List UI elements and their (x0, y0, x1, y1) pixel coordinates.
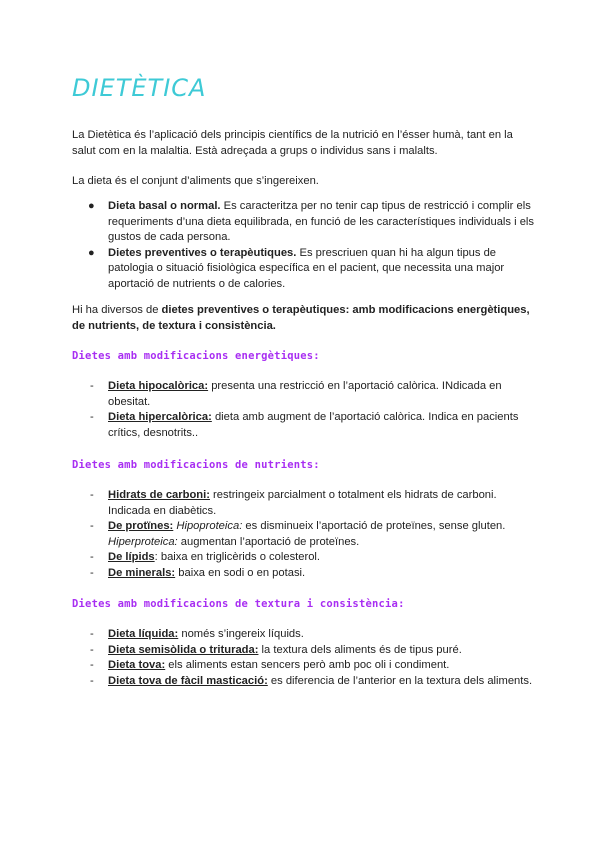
diet-subtype: Hipoproteica: (176, 520, 243, 532)
diet-term: Dieta semisòlida o triturada: (108, 643, 259, 656)
list-item (72, 488, 534, 519)
diet-description: augmentan l’aportació de proteïnes. (177, 535, 360, 548)
dash-marker: - (90, 411, 94, 423)
dash-marker: - (90, 566, 94, 579)
diet-subtype: Hiperproteica: (108, 535, 178, 548)
diet-term: Dieta líquida: (108, 628, 179, 640)
diet-description: baixa en sodi o en potasi. (175, 566, 306, 579)
list-item (72, 674, 534, 690)
diet-description: els aliments estan sencers però amb poc oli i condiment. (165, 659, 450, 671)
diet-description: : baixa en triglicèrids o colesterol. (154, 551, 321, 563)
diet-type-text: Es prescriuen quan hi ha algun tipus de patologia o situació fisiològica específica en el pacient, que necessita una major aportació de nutrients o de calories. (108, 246, 505, 290)
definition-paragraph: La dieta és el conjunt d’aliments que s’ingereixen. (72, 175, 319, 187)
list-item (72, 519, 534, 550)
diet-term: Dieta hipercalòrica: (108, 411, 212, 423)
diet-type-term: Dietes preventives o terapèutiques. (108, 246, 297, 259)
energy-diets-list (72, 379, 534, 441)
dash-marker: - (90, 643, 94, 656)
texture-diets-list (72, 627, 534, 689)
diet-term: Dieta hipocalòrica: (108, 380, 209, 392)
diet-term: Dieta tova de fàcil masticació: (108, 674, 268, 687)
diet-type-term: Dieta basal o normal. (108, 200, 221, 212)
diet-types-list (72, 199, 534, 292)
diet-term: De lípids (108, 551, 155, 563)
list-item (72, 658, 534, 674)
dash-marker: - (90, 520, 94, 532)
summary-paragraph (72, 303, 534, 334)
diet-term: Hidrats de carboni: (108, 489, 210, 501)
diet-description: restringeix parcialment o totalment els hidrats de carboni. Indicada en diabètics. (108, 489, 497, 517)
list-item (72, 199, 534, 246)
list-item (72, 410, 534, 441)
diet-term: De minerals: (108, 566, 176, 579)
diet-description: la textura dels aliments és de tipus puré. (258, 643, 462, 656)
list-item (72, 379, 534, 410)
nutrient-diets-list (72, 488, 534, 581)
intro-paragraph: La Dietètica és l’aplicació dels principis científics de la nutrició en l’ésser humà, tant en la salut com en la malaltia. Està adreçada a grups o individus sans i malalts. (72, 129, 513, 157)
diet-type-text: Es caracteritza per no tenir cap tipus de restricció i complir els requeriments d’una dieta equilibrada, en funció de les característiques individuals i els gustos de cada persona. (108, 200, 534, 243)
dash-marker: - (90, 659, 94, 671)
dash-marker: - (90, 628, 94, 640)
section-heading-texture: Dietes amb modificacions de textura i consistència: (72, 598, 405, 610)
summary-bold: dietes preventives o terapèutiques: amb modificacions energètiques, de nutrients, de textura i consistència. (72, 304, 530, 332)
diet-description: només s’ingereix líquids. (178, 628, 304, 640)
diet-description: presenta una restricció en l’aportació calòrica. INdicada en obesitat. (108, 380, 502, 408)
summary-lead: Hi ha diversos de (72, 304, 162, 316)
dash-marker: - (90, 489, 94, 501)
page-title: DIETÈTICA (72, 74, 207, 102)
list-item (72, 627, 534, 643)
diet-description: es diferencia de l’anterior en la textura dels aliments. (267, 674, 533, 687)
dash-marker: - (90, 380, 94, 392)
diet-term: De protïnes: (108, 520, 174, 532)
diet-description: dieta amb augment de l’aportació calòrica. Indica en pacients crítics, desnotrits.. (108, 411, 519, 439)
bullet-icon: ● (88, 200, 95, 212)
list-item (72, 550, 534, 566)
bullet-icon: ● (88, 246, 95, 259)
list-item (72, 566, 534, 582)
dash-marker: - (90, 674, 94, 687)
diet-term: Dieta tova: (108, 659, 166, 671)
diet-description: es disminueix l’aportació de proteïnes, sense gluten. (242, 520, 506, 532)
list-item (72, 643, 534, 659)
section-heading-energy: Dietes amb modificacions energètiques: (72, 350, 320, 362)
section-heading-nutrients: Dietes amb modificacions de nutrients: (72, 459, 320, 471)
dash-marker: - (90, 551, 94, 563)
list-item (72, 246, 534, 293)
